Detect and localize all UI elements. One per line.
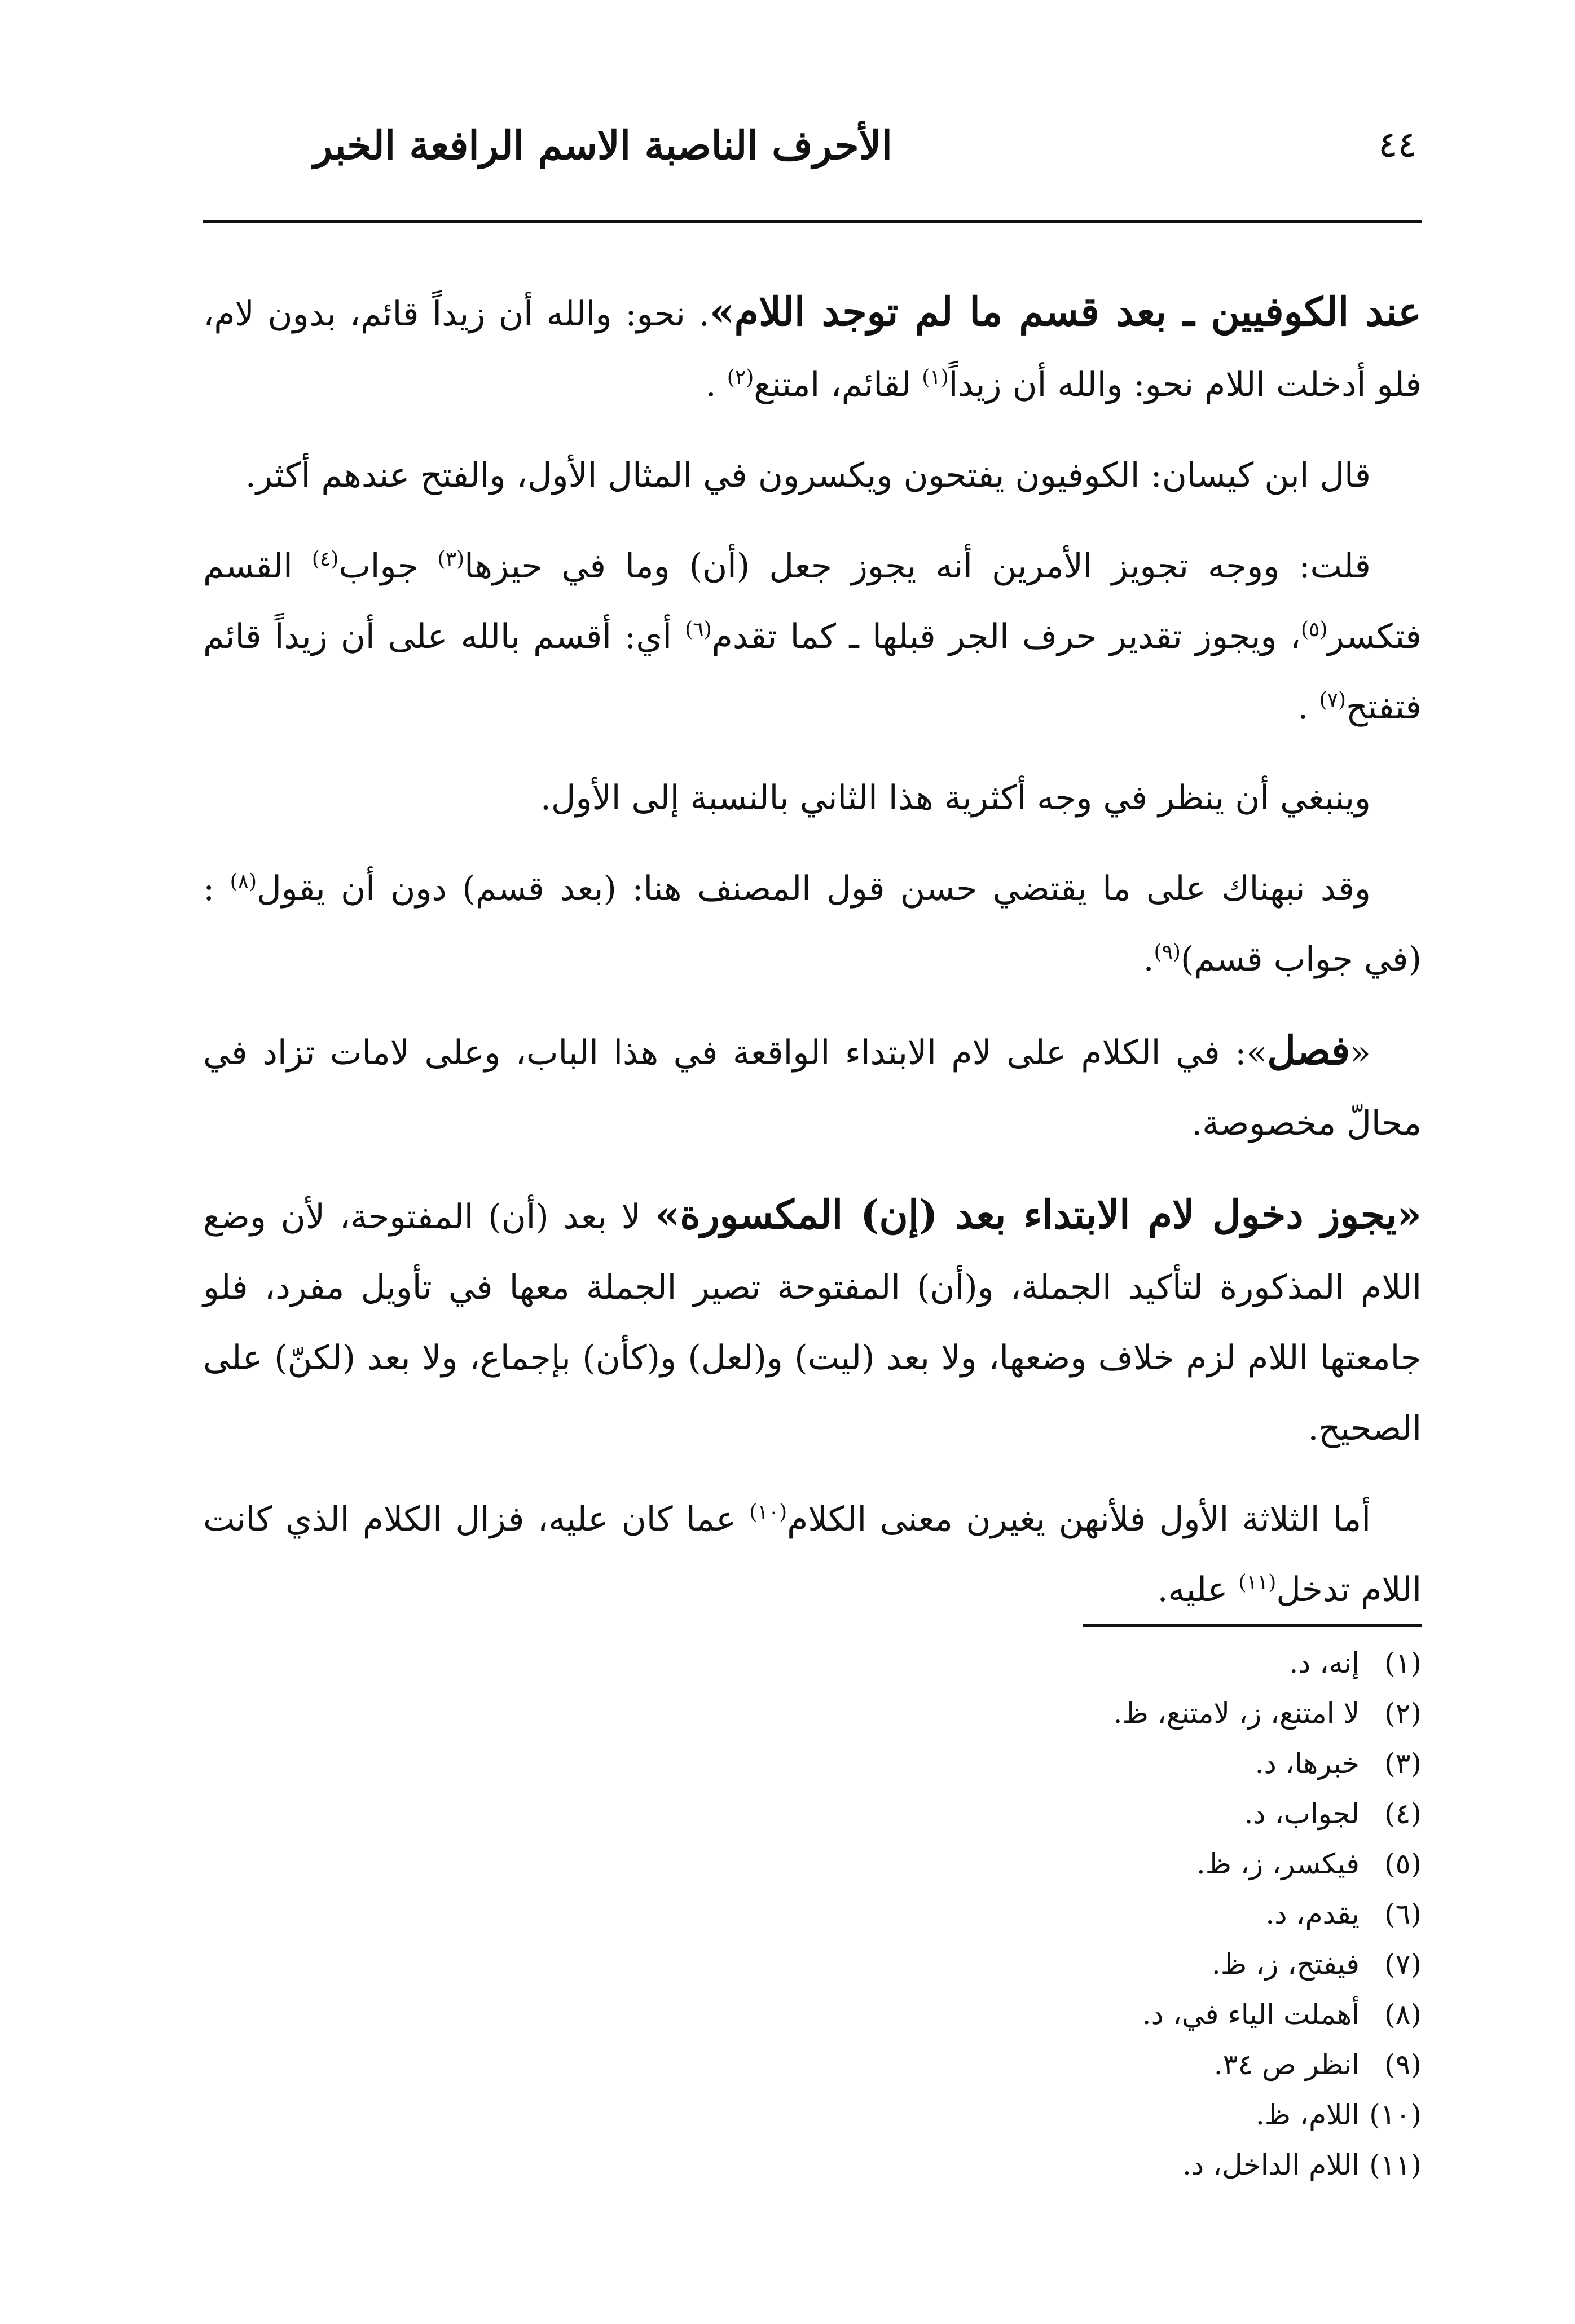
footnote-number: (٢) — [1384, 1697, 1422, 1730]
footnote-number: (٧) — [1384, 1948, 1422, 1981]
footnote-ref: (١٠) — [749, 1501, 787, 1524]
footnote-text: اللام، ظ. — [1255, 2098, 1360, 2131]
paragraph-4: وينبغي أن ينظر في وجه أكثرية هذا الثاني بالنسبة إلى الأول. — [540, 778, 1371, 818]
paragraph-8 — [203, 1484, 1422, 1625]
footnote — [203, 1688, 1422, 1739]
footnote-text: يقدم، د. — [1265, 1898, 1360, 1930]
text-span: أما الثلاثة الأول فلأنهن يغيرن معنى الكلام — [787, 1500, 1371, 1539]
footnote-text: فيكسر، ز، ظ. — [1196, 1847, 1360, 1880]
footnote-ref: (١) — [922, 366, 949, 389]
main-text — [203, 276, 1422, 1646]
text-span: . — [1297, 687, 1319, 727]
text-span: : (في جواب قسم) — [203, 869, 1422, 979]
paragraph-6 — [203, 1015, 1422, 1159]
footnote-text: لا امتنع، ز، لامتنع، ظ. — [1113, 1697, 1360, 1730]
text-span: »: في الكلام على لام الابتداء الواقعة في هذا الباب، وعلى لامات تزاد في محالّ مخصوصة. — [203, 1033, 1422, 1143]
footnote-ref: (٩) — [1154, 941, 1181, 964]
footnote-ref: (٦) — [685, 618, 712, 641]
footnote-text: لجواب، د. — [1244, 1797, 1360, 1830]
footnote-ref: (٤) — [311, 548, 339, 571]
footnote — [203, 1638, 1422, 1688]
footnote-text: خبرها، د. — [1255, 1747, 1360, 1780]
footnote-number: (٣) — [1384, 1747, 1422, 1780]
footnote-text: أهملت الياء في، د. — [1142, 1998, 1360, 2031]
text-span: . نحو: والله أن زيداً قائم، بدون لام، فلو أدخلت اللام نحو: والله أن زيداً — [203, 294, 1422, 404]
text-span: ، ويجوز تقدير حرف الجر قبلها ـ كما تقدم — [711, 617, 1301, 656]
header-rule — [203, 220, 1422, 223]
footnote — [203, 1789, 1422, 1839]
footnote — [203, 1739, 1422, 1789]
text-span: وقد نبهناك على ما يقتضي حسن قول المصنف هنا: (بعد قسم) دون أن يقول — [257, 869, 1371, 909]
matn-quote: عند الكوفيين ـ بعد قسم ما لم توجد اللام» — [709, 288, 1422, 335]
footnote — [203, 1990, 1422, 2040]
footnote-number: (١١) — [1369, 2149, 1422, 2181]
footnote-ref: (١١) — [1238, 1571, 1277, 1594]
footnote-number: (٩) — [1384, 2048, 1422, 2081]
footnote-rule — [1083, 1624, 1422, 1627]
running-title: الأحرف الناصبة الاسم الرافعة الخبر — [313, 122, 892, 169]
footnote-text: إنه، د. — [1289, 1647, 1360, 1679]
paragraph-3 — [203, 531, 1422, 743]
paragraph-7 — [203, 1179, 1422, 1464]
text-span: جواب — [338, 546, 438, 586]
text-span: لقائم، امتنع — [754, 365, 922, 404]
footnote-text: اللام الداخل، د. — [1182, 2149, 1360, 2181]
text-span: عليه. — [1157, 1570, 1239, 1609]
footnote-ref: (٨) — [230, 870, 257, 893]
text-span: . — [1143, 940, 1154, 979]
footnote-number: (٥) — [1384, 1847, 1422, 1880]
footnote — [203, 1839, 1422, 1889]
footnote-ref: (٣) — [437, 548, 465, 571]
text-span: « — [1350, 1033, 1371, 1073]
footnote — [203, 1939, 1422, 1990]
page-header — [203, 113, 1417, 180]
footnote — [203, 2140, 1422, 2190]
paragraph-5 — [203, 854, 1422, 995]
footnote-number: (٨) — [1384, 1998, 1422, 2031]
footnote — [203, 2090, 1422, 2140]
matn-quote: «يجوز دخول لام الابتداء بعد (إن) المكسورة» — [655, 1191, 1422, 1238]
text-span: . — [705, 365, 727, 404]
text-span: أي: أقسم بالله على أن زيداً قائم فتفتح — [203, 617, 1422, 727]
text-span: عما كان عليه، فزال الكلام الذي كانت اللام تدخل — [203, 1500, 1422, 1609]
text-span: القسم فتكسر — [203, 546, 1422, 656]
footnote-ref: (٧) — [1319, 689, 1347, 712]
footnote-number: (٦) — [1384, 1898, 1422, 1930]
footnote-text: فيفتح، ز، ظ. — [1212, 1948, 1360, 1981]
text-span: قلت: ووجه تجويز الأمرين أنه يجوز جعل (أن) وما في حيزها — [464, 546, 1371, 586]
footnote — [203, 1889, 1422, 1939]
footnote-text: انظر ص ٣٤. — [1213, 2048, 1360, 2081]
section-heading: فصل — [1267, 1027, 1350, 1074]
footnote-ref: (٢) — [727, 366, 754, 389]
paragraph-2: قال ابن كيسان: الكوفيون يفتحون ويكسرون في المثال الأول، والفتح عندهم أكثر. — [245, 456, 1371, 495]
footnotes — [203, 1638, 1422, 2190]
paragraph-1 — [203, 276, 1422, 420]
text-span: لا بعد (أن) المفتوحة، لأن وضع اللام المذكورة لتأكيد الجملة، و(أن) المفتوحة تصير الجملة معها في تأويل مفرد، فلو جامعتها اللام لزم خلاف وضعها، ولا بعد (ليت) و(لعل) و(كأن) بإجماع، ولا بعد (لكنّ) على الصحيح. — [203, 1197, 1422, 1448]
footnote-number: (١٠) — [1369, 2098, 1422, 2131]
page-number: ٤٤ — [1378, 124, 1417, 166]
footnote-number: (٤) — [1384, 1797, 1422, 1830]
footnote-number: (١) — [1384, 1647, 1422, 1679]
footnote — [203, 2040, 1422, 2090]
footnote-ref: (٥) — [1301, 618, 1328, 641]
